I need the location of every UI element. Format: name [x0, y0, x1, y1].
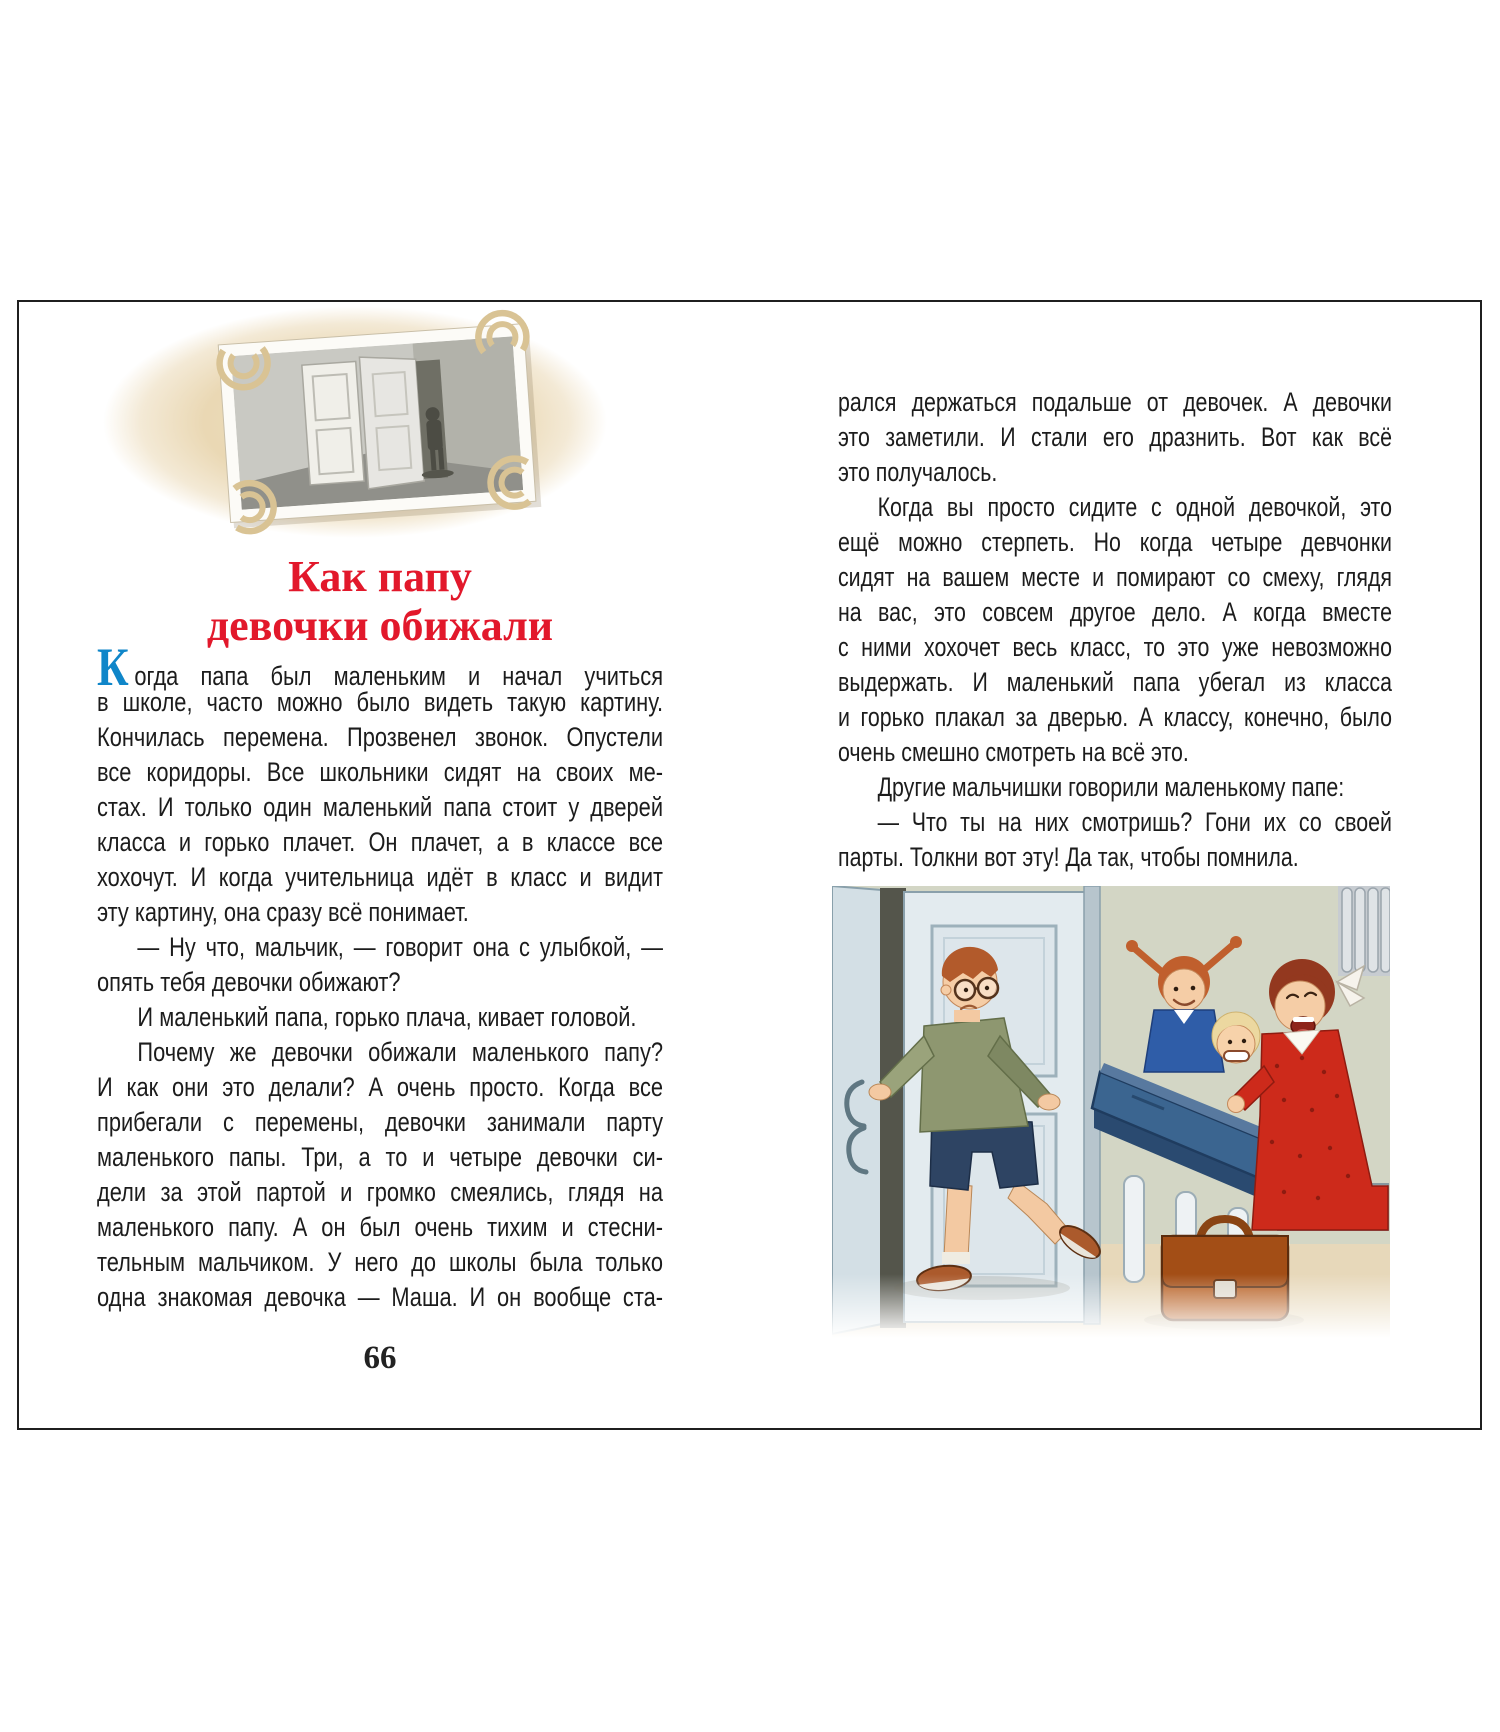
text-line: Когда вы просто сидите с одной девочкой, это	[877, 492, 1392, 522]
text-line: Почему же девочки обижали маленького папу?	[137, 1037, 664, 1067]
photo-illustration-svg	[100, 302, 620, 542]
story-title-line1: Как папу	[288, 552, 472, 601]
floor-fade	[832, 1274, 1390, 1338]
text-line: маленького папы. Три, а то и четыре девочки си-	[97, 1142, 664, 1172]
text-line: Кончилась перемена. Прозвенел звонок. Опустели	[97, 722, 664, 752]
text-line: эту картину, она сразу всё понимает.	[97, 897, 469, 927]
text-line: в школе, часто можно было видеть такую картину.	[97, 687, 664, 717]
story-title	[97, 552, 663, 650]
text-line: прибегали с перемены, девочки занимали парту	[97, 1107, 664, 1137]
text-line: Другие мальчишки говорили маленькому папе:	[877, 772, 1345, 802]
text-line: одна знакомая девочка — Маша. И он вообще ста-	[97, 1282, 664, 1312]
text-line: на вас, это совсем другое дело. А когда вместе	[838, 597, 1392, 627]
radiator	[1338, 886, 1390, 976]
text-line: с ними хохочет весь класс, то это уже невозможно	[838, 632, 1392, 662]
text-line: дели за этой партой и громко смеялись, глядя на	[97, 1177, 664, 1207]
page-number: 66	[363, 1340, 397, 1376]
text-line: тельным мальчиком. У него до школы была только	[97, 1247, 664, 1277]
text-line: это получалось.	[838, 457, 998, 487]
text-line: все коридоры. Все школьники сидят на своих ме-	[97, 757, 664, 787]
text-line: — Что ты на них смотришь? Гони их со своей	[877, 807, 1392, 837]
text-line: И маленький папа, горько плача, кивает головой.	[137, 1002, 637, 1032]
text-line: Когда папа был маленьким и начал учиться	[97, 637, 664, 697]
crying-boy-at-classroom-door-photo	[100, 302, 620, 542]
text-line: и горько плакал за дверью. А классу, конечно, было	[838, 702, 1392, 732]
right-text-block	[838, 385, 1392, 875]
text-line: класса и горько плачет. Он плачет, а в классе все	[97, 827, 664, 857]
left-text-block	[97, 637, 664, 1315]
text-line: опять тебя девочки обижают?	[97, 967, 401, 997]
text-line: парты. Толкни вот эту! Да так, чтобы помнила.	[838, 842, 1299, 872]
text-line: И как они это делали? А очень просто. Когда все	[97, 1072, 664, 1102]
drop-cap-letter: К	[97, 637, 129, 697]
text-line: хохочут. И когда учительница идёт в класс и видит	[97, 862, 664, 892]
text-line: рался держаться подальше от девочек. А девочки	[838, 387, 1392, 417]
text-line: очень смешно смотреть на всё это.	[838, 737, 1189, 767]
text-line: маленького папу. А он был очень тихим и стесни-	[97, 1212, 664, 1242]
text-line: стах. И только один маленький папа стоит у дверей	[97, 792, 664, 822]
text-line: это заметили. И стали его дразнить. Вот как всё	[838, 422, 1392, 452]
boy-leaving-desk-three-girls-laughing	[832, 886, 1390, 1338]
text-line: — Ну что, мальчик, — говорит она с улыбкой, —	[137, 932, 664, 962]
text-line: ещё можно стерпеть. Но когда четыре девчонки	[838, 527, 1392, 557]
text-line: выдержать. И маленький папа убегал из класса	[838, 667, 1392, 697]
text-line: сидят на вашем месте и помирают со смеху, глядя	[838, 562, 1392, 592]
classroom-illustration-svg	[832, 886, 1390, 1338]
story-title-line2: девочки обижали	[206, 601, 554, 650]
